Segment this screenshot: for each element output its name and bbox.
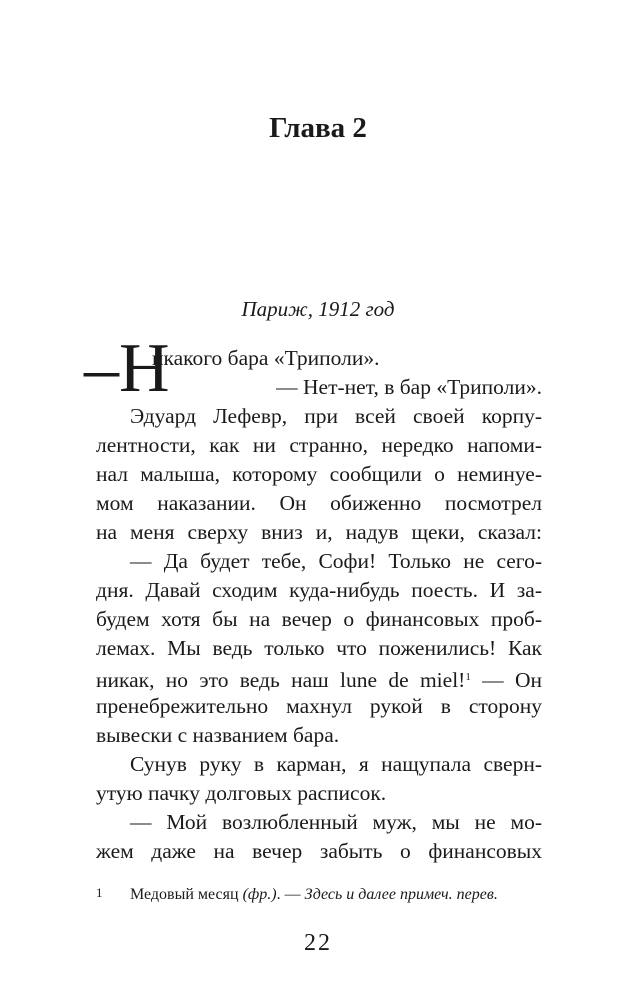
text-line: — Мой возлюбленный муж, мы не мо- bbox=[130, 810, 542, 834]
text-line: — Да будет тебе, Софи! Только не сего- bbox=[130, 549, 542, 573]
text-line: нал малыша, которому сообщили о неминуе- bbox=[96, 462, 542, 486]
text-line: лемах. Мы ведь только что поженились! Как bbox=[96, 636, 542, 660]
footnote-mark: 1 bbox=[96, 885, 103, 900]
text-line: вывески с названием бара. bbox=[96, 723, 340, 747]
text-line: — Нет-нет, в бар «Триполи». bbox=[276, 375, 542, 399]
footnote-text: Медовый месяц bbox=[130, 886, 239, 903]
text-line: Сунув руку в карман, я нащупала сверн- bbox=[130, 752, 542, 776]
text-line: Эдуард Лефевр, при всей своей корпу- bbox=[130, 404, 542, 428]
footnote-separator: . — bbox=[276, 886, 301, 903]
text-line: жем даже на вечер забыть о финансовых bbox=[96, 839, 542, 863]
text-line: дня. Давай сходим куда-нибудь поесть. И за- bbox=[96, 578, 542, 602]
text-line-part: — Он bbox=[482, 668, 542, 692]
text-line: будем хотя бы на вечер о финансовых проб- bbox=[96, 607, 542, 631]
text-line: икакого бара «Триполи». bbox=[152, 346, 380, 370]
place-date-subtitle: Париж, 1912 год bbox=[241, 297, 395, 321]
text-line: пренебрежительно махнул рукой в сторону bbox=[96, 694, 542, 718]
drop-cap: –Н bbox=[84, 330, 170, 407]
chapter-title: Глава 2 bbox=[269, 112, 367, 144]
text-line bbox=[96, 663, 542, 692]
text-line: утую пачку долговых расписок. bbox=[96, 781, 387, 805]
footnote-note: Здесь и далее примеч. перев. bbox=[304, 886, 498, 903]
text-line-part: никак, но это ведь наш lune de miel! bbox=[96, 668, 466, 692]
page-number: 22 bbox=[304, 930, 332, 956]
text-line: на меня сверху вниз и, надув щеки, сказал: bbox=[96, 520, 542, 544]
footnote bbox=[96, 885, 542, 904]
text-line: лентности, как ни странно, нередко напоми- bbox=[96, 433, 542, 457]
footnote-lang: (фр.) bbox=[242, 886, 277, 903]
footnote-reference: 1 bbox=[465, 671, 471, 683]
text-line: мом наказании. Он обиженно посмотрел bbox=[96, 491, 542, 515]
